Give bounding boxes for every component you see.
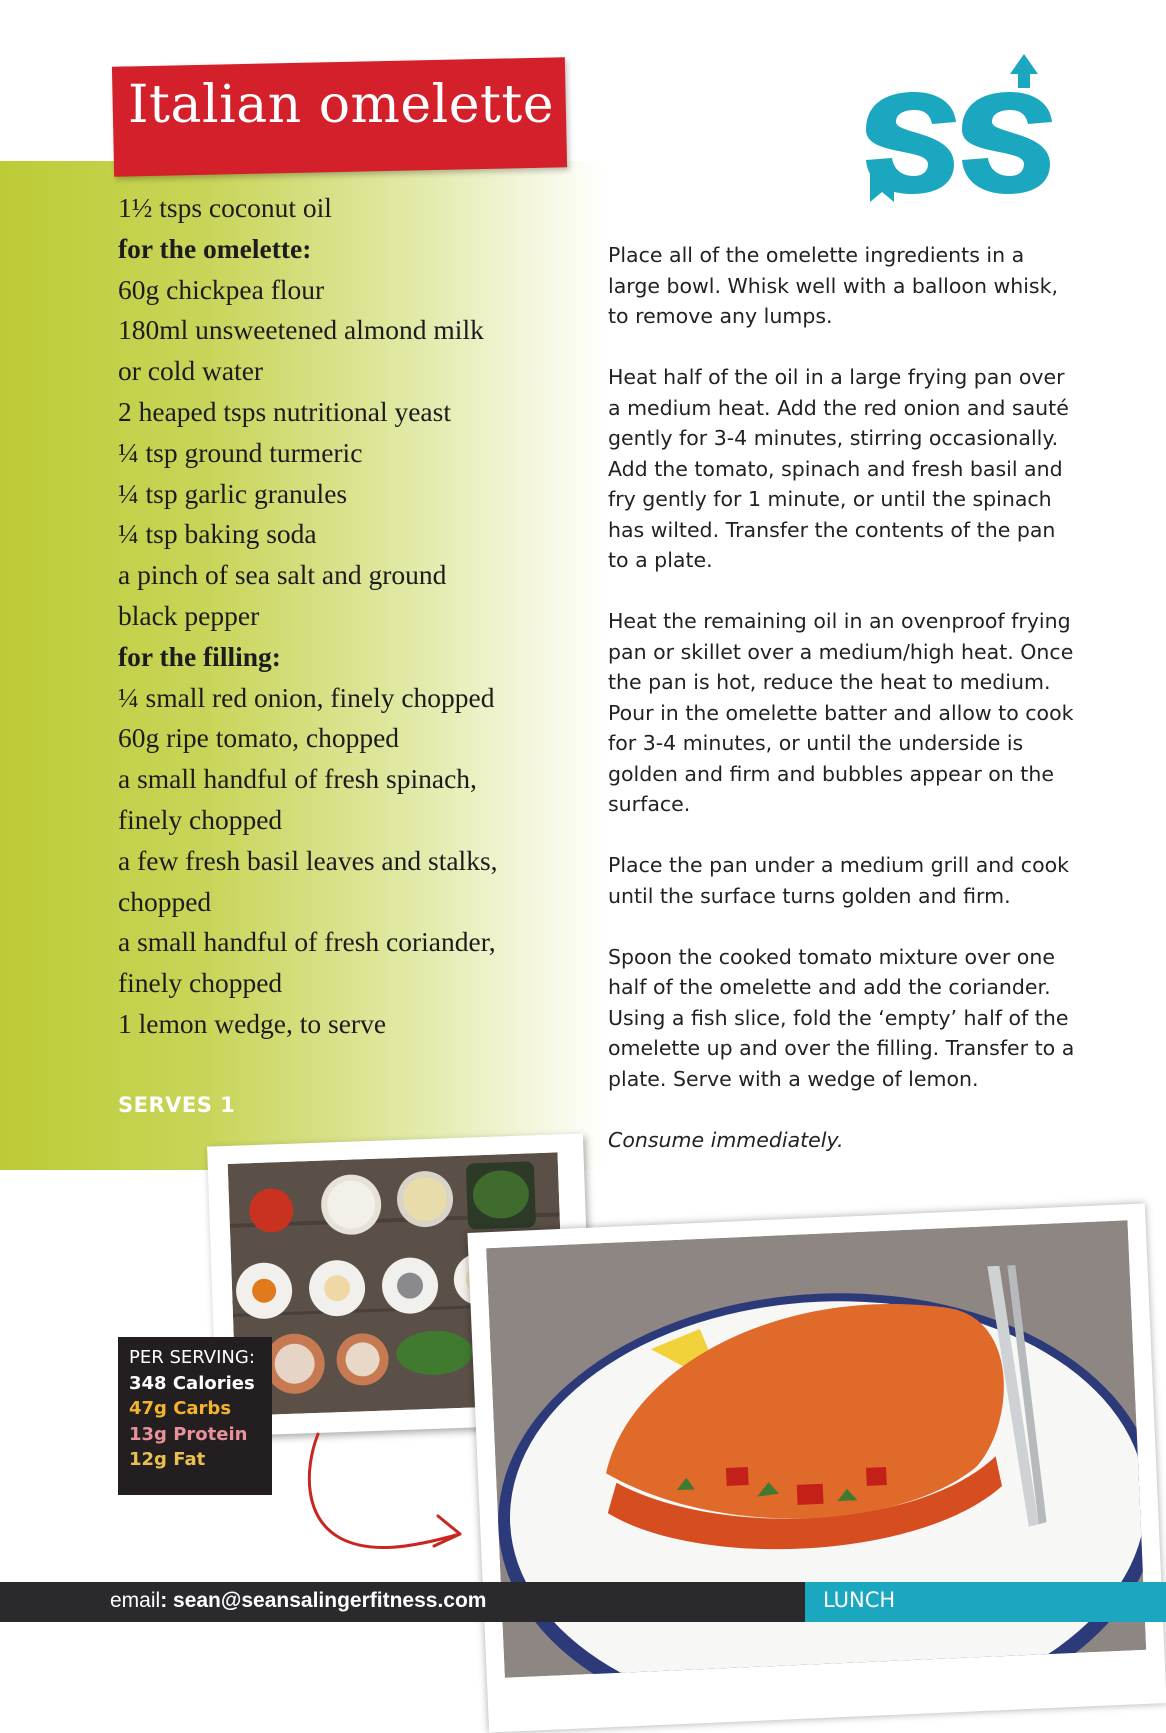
method-step-4: Place the pan under a medium grill and cook until the surface turns golden and firm. xyxy=(608,853,1070,908)
footer-email-label: email xyxy=(110,1589,161,1612)
nutrition-fat: 12g Fat xyxy=(129,1449,206,1470)
method-note: Consume immediately. xyxy=(608,1127,844,1152)
hand-drawn-arrow-icon xyxy=(300,1430,475,1560)
method-step-2: Heat half of the oil in a large frying pan over a medium heat. Add the red onion and sauté gently for 3-4 minutes, stirring occasionally. Add the tomato, spinach and fresh basil and fry gently for 1 minute, or until the spinach has wilted. Transfer the contents of the pan to a plate. xyxy=(608,365,1069,572)
method-step-1: Place all of the omelette ingredients in a large bowl. Whisk well with a balloon whisk, to remove any lumps. xyxy=(608,243,1058,328)
nutrition-carbs: 47g Carbs xyxy=(129,1398,232,1419)
category-label: LUNCH xyxy=(823,1588,896,1612)
ingredient-item: ¼ tsp baking soda xyxy=(118,518,317,550)
ingredient-item: 2 heaped tsps nutritional yeast xyxy=(118,395,451,427)
ingredient-item: ¼ tsp ground turmeric xyxy=(118,436,363,468)
serves-label: SERVES 1 xyxy=(118,1093,236,1117)
ingredient-item: 180ml unsweetened almond milk xyxy=(118,314,484,346)
nutrition-box xyxy=(118,1337,272,1495)
ingredient-item: chopped xyxy=(118,885,212,917)
ingredient-item: or cold water xyxy=(118,355,264,387)
ingredient-item: 1½ tsps coconut oil xyxy=(118,192,332,223)
ingredient-item: 1 lemon wedge, to serve xyxy=(118,1007,387,1039)
method-text xyxy=(608,240,1078,1186)
ingredient-item: 60g chickpea flour xyxy=(118,273,325,305)
page-title: Italian omelette xyxy=(128,75,555,135)
omelette-photo xyxy=(467,1203,1166,1732)
ingredient-item: a small handful of fresh spinach, xyxy=(118,763,477,795)
ingredient-item: black pepper xyxy=(118,599,260,631)
ingredient-item: ¼ tsp garlic granules xyxy=(118,477,348,509)
footer-email xyxy=(110,1589,486,1613)
ingredients-list xyxy=(118,188,588,1045)
footer-email-link[interactable]: sean@seansalingerfitness.com xyxy=(173,1589,487,1612)
ingredient-item: finely chopped xyxy=(118,803,283,835)
brand-logo-icon xyxy=(862,52,1052,222)
ingredient-item: finely chopped xyxy=(118,967,283,999)
ingredients-heading: for the omelette: xyxy=(118,232,312,264)
footer-email-sep: : xyxy=(160,1589,174,1612)
category-badge xyxy=(805,1582,1166,1622)
method-step-5: Spoon the cooked tomato mixture over one half of the omelette and add the coriander. Using a fish slice, fold the ‘empty’ half of the omelette up and over the filling. Transfer to a plate. Serve with a wedge of lemon. xyxy=(608,944,1075,1091)
nutrition-protein: 13g Protein xyxy=(129,1423,248,1445)
ingredient-item: a pinch of sea salt and ground xyxy=(118,559,447,591)
ingredient-item: a few fresh basil leaves and stalks, xyxy=(118,844,498,876)
nutrition-calories: 348 Calories xyxy=(129,1372,255,1394)
ingredient-item: ¼ small red onion, finely chopped xyxy=(118,681,495,713)
ingredient-item: a small handful of fresh coriander, xyxy=(118,926,496,958)
method-step-3: Heat the remaining oil in an ovenproof frying pan or skillet over a medium/high heat. Once the pan is hot, reduce the heat to medium. Pour in the omelette batter and allow to cook for 3-4 minutes, or until the underside is golden and firm and bubbles appear on the surface. xyxy=(608,609,1074,816)
nutrition-label: PER SERVING: xyxy=(129,1347,255,1368)
ingredient-item: 60g ripe tomato, chopped xyxy=(118,722,400,754)
ingredients-heading: for the filling: xyxy=(118,640,281,672)
